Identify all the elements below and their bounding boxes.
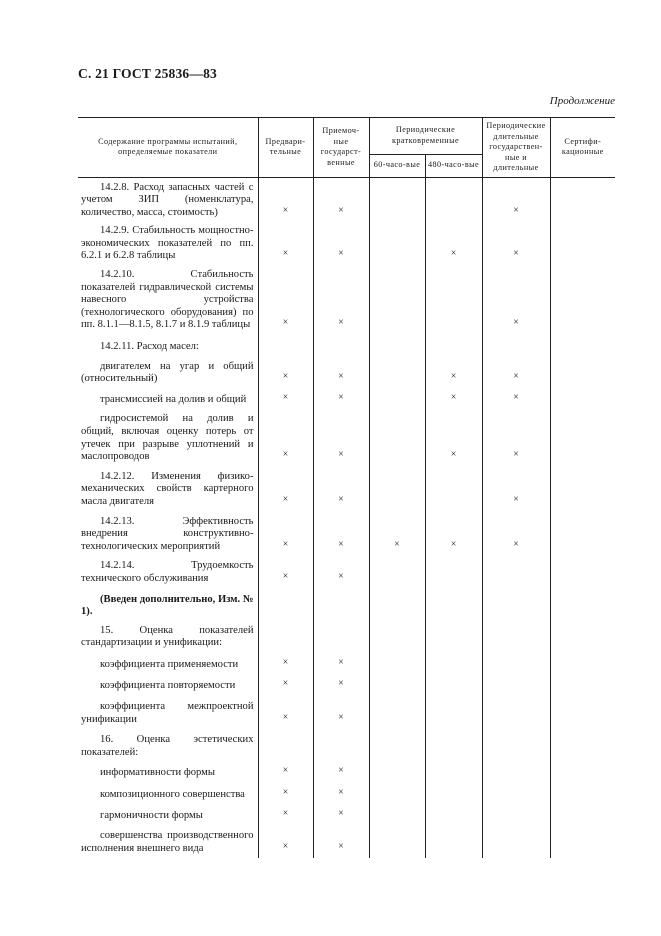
row-mark bbox=[369, 177, 425, 222]
row-mark bbox=[550, 222, 615, 266]
row-mark bbox=[369, 589, 425, 622]
table-row bbox=[78, 467, 615, 512]
row-text: коэффициента повторяемости bbox=[100, 679, 236, 691]
row-mark bbox=[482, 653, 550, 675]
row-text: 16. Оценка эстетических показателей: bbox=[81, 734, 254, 758]
table-row bbox=[78, 222, 615, 266]
row-mark bbox=[482, 335, 550, 357]
col-periodic-short-header: Периодические кратковременные bbox=[369, 118, 482, 155]
row-mark bbox=[369, 389, 425, 410]
row-mark: × bbox=[482, 177, 550, 222]
row-text: композиционного совершенства bbox=[100, 789, 245, 801]
row-mark bbox=[369, 783, 425, 805]
row-mark: × bbox=[313, 556, 369, 588]
row-mark: × bbox=[313, 389, 369, 410]
table-row bbox=[78, 589, 615, 622]
row-text: 14.2.10. Стабильность показателей гидравлической системы навесного устройства (технологического оборудования) по пп. 8.1.1—8.1.5, 8.1.7 и 8.1.9 таблицы bbox=[81, 269, 254, 331]
row-mark: × bbox=[313, 467, 369, 512]
row-mark: × bbox=[258, 556, 313, 588]
row-mark bbox=[369, 222, 425, 266]
row-mark: × bbox=[313, 762, 369, 783]
row-mark bbox=[258, 622, 313, 653]
row-mark: × bbox=[313, 266, 369, 335]
table-row bbox=[78, 622, 615, 653]
row-mark: × bbox=[482, 467, 550, 512]
row-mark bbox=[425, 622, 482, 653]
page-title: С. 21 ГОСТ 25836—83 bbox=[78, 66, 217, 81]
row-mark bbox=[550, 695, 615, 729]
row-mark bbox=[550, 805, 615, 826]
row-mark: × bbox=[313, 695, 369, 729]
row-mark bbox=[482, 556, 550, 588]
table-row bbox=[78, 762, 615, 783]
row-text: коэффициента межпроектной унификации bbox=[81, 701, 254, 725]
row-text: гармоничности формы bbox=[100, 809, 203, 821]
row-mark bbox=[369, 675, 425, 696]
row-mark: × bbox=[482, 389, 550, 410]
row-mark bbox=[425, 783, 482, 805]
row-mark: × bbox=[258, 762, 313, 783]
row-mark bbox=[425, 653, 482, 675]
row-mark bbox=[369, 805, 425, 826]
row-mark: × bbox=[482, 357, 550, 389]
row-mark bbox=[425, 695, 482, 729]
row-text: совершенства производственного исполнения внешнего вида bbox=[81, 830, 254, 854]
row-mark bbox=[369, 357, 425, 389]
row-mark: × bbox=[258, 467, 313, 512]
row-mark: × bbox=[482, 222, 550, 266]
row-mark bbox=[482, 762, 550, 783]
row-mark bbox=[369, 762, 425, 783]
row-text: 14.2.13. Эффективность внедрения конструктивно-технологических мероприятий bbox=[81, 515, 254, 552]
row-mark: × bbox=[258, 409, 313, 466]
row-mark bbox=[425, 266, 482, 335]
row-mark: × bbox=[258, 805, 313, 826]
table-row bbox=[78, 389, 615, 410]
row-mark bbox=[369, 467, 425, 512]
row-mark: × bbox=[313, 222, 369, 266]
col-480h-header: 480-часо-вые bbox=[425, 154, 482, 177]
row-mark bbox=[550, 389, 615, 410]
row-mark bbox=[550, 512, 615, 557]
row-mark bbox=[482, 783, 550, 805]
row-text: 14.2.11. Расход масел: bbox=[100, 341, 199, 353]
row-mark bbox=[550, 177, 615, 222]
row-mark: × bbox=[313, 357, 369, 389]
row-mark: × bbox=[313, 675, 369, 696]
test-program-table bbox=[78, 117, 615, 858]
row-mark: × bbox=[313, 825, 369, 858]
row-mark: × bbox=[258, 653, 313, 675]
row-mark bbox=[550, 409, 615, 466]
row-mark bbox=[258, 589, 313, 622]
table-row bbox=[78, 512, 615, 557]
row-mark bbox=[313, 335, 369, 357]
row-text: 14.2.9. Стабильность мощностно-экономических показателей по пп. 6.2.1 и 6.2.8 таблицы bbox=[81, 225, 254, 262]
row-text: коэффициента применяемости bbox=[100, 658, 239, 670]
row-mark: × bbox=[425, 357, 482, 389]
row-mark bbox=[550, 783, 615, 805]
row-mark bbox=[482, 675, 550, 696]
row-mark bbox=[550, 556, 615, 588]
row-mark bbox=[550, 653, 615, 675]
row-mark bbox=[482, 695, 550, 729]
continuation-label: Продолжение bbox=[549, 95, 615, 107]
row-mark bbox=[369, 653, 425, 675]
table-row bbox=[78, 695, 615, 729]
row-mark: × bbox=[482, 409, 550, 466]
row-mark: × bbox=[369, 512, 425, 557]
table-body bbox=[78, 177, 615, 858]
table-row bbox=[78, 266, 615, 335]
row-mark bbox=[425, 335, 482, 357]
row-mark bbox=[550, 762, 615, 783]
row-mark bbox=[425, 177, 482, 222]
row-mark bbox=[369, 266, 425, 335]
row-mark bbox=[369, 409, 425, 466]
row-mark bbox=[369, 556, 425, 588]
row-text: двигателем на угар и общий (относительный) bbox=[81, 360, 254, 385]
table-row bbox=[78, 177, 615, 222]
row-mark bbox=[550, 266, 615, 335]
row-mark: × bbox=[258, 675, 313, 696]
table-row bbox=[78, 653, 615, 675]
row-mark: × bbox=[258, 783, 313, 805]
table-row bbox=[78, 675, 615, 696]
row-mark: × bbox=[425, 512, 482, 557]
table-row bbox=[78, 729, 615, 762]
row-mark bbox=[550, 357, 615, 389]
row-mark bbox=[258, 729, 313, 762]
row-mark bbox=[482, 805, 550, 826]
row-text: гидросистемой на долив и общий, включая оценку потерь от утечек при разрыве уплотнений и маслопроводов bbox=[81, 413, 254, 463]
row-mark bbox=[482, 729, 550, 762]
row-mark bbox=[425, 805, 482, 826]
row-mark bbox=[369, 335, 425, 357]
row-mark: × bbox=[425, 389, 482, 410]
row-mark bbox=[369, 622, 425, 653]
row-mark: × bbox=[313, 177, 369, 222]
row-mark: × bbox=[425, 222, 482, 266]
col-content-header: Содержание программы испытаний, определяемые показатели bbox=[78, 118, 258, 178]
row-mark bbox=[313, 622, 369, 653]
row-mark: × bbox=[258, 512, 313, 557]
row-mark: × bbox=[258, 177, 313, 222]
row-mark bbox=[550, 589, 615, 622]
row-mark bbox=[425, 825, 482, 858]
table-row bbox=[78, 825, 615, 858]
row-mark: × bbox=[313, 512, 369, 557]
row-mark: × bbox=[258, 357, 313, 389]
row-mark: × bbox=[313, 805, 369, 826]
row-mark bbox=[369, 695, 425, 729]
row-mark: × bbox=[258, 266, 313, 335]
row-mark bbox=[550, 335, 615, 357]
row-mark bbox=[369, 729, 425, 762]
row-mark: × bbox=[258, 825, 313, 858]
row-mark: × bbox=[482, 266, 550, 335]
row-mark bbox=[313, 589, 369, 622]
row-mark bbox=[425, 675, 482, 696]
row-mark bbox=[425, 762, 482, 783]
table-row bbox=[78, 556, 615, 588]
row-text: (Введен дополнительно, Изм. № 1). bbox=[81, 593, 254, 618]
col-preliminary-header: Предвари-тельные bbox=[258, 118, 313, 178]
row-mark bbox=[482, 622, 550, 653]
row-text: трансмиссией на долив и общий bbox=[100, 393, 247, 405]
table-row bbox=[78, 805, 615, 826]
row-mark: × bbox=[313, 409, 369, 466]
row-text: информативности формы bbox=[100, 767, 215, 779]
row-mark bbox=[482, 825, 550, 858]
row-mark: × bbox=[425, 409, 482, 466]
row-text: 14.2.8. Расход запасных частей с учетом ЗИП (номенклатура, количество, масса, стоимость) bbox=[81, 181, 254, 218]
row-mark: × bbox=[258, 695, 313, 729]
row-mark bbox=[550, 675, 615, 696]
col-acceptance-header: Приемоч-ные государст-венные bbox=[313, 118, 369, 178]
row-mark bbox=[425, 729, 482, 762]
col-certification-header: Сертифи-кационные bbox=[550, 118, 615, 178]
row-mark bbox=[550, 622, 615, 653]
row-mark: × bbox=[258, 389, 313, 410]
row-text: 14.2.14. Трудоемкость технического обслуживания bbox=[81, 560, 254, 584]
col-periodic-long-header: Периодические длительные государствен-ные и длительные bbox=[482, 118, 550, 178]
row-mark: × bbox=[313, 783, 369, 805]
row-mark bbox=[482, 589, 550, 622]
row-mark: × bbox=[313, 653, 369, 675]
table-row bbox=[78, 335, 615, 357]
table-row bbox=[78, 783, 615, 805]
row-mark bbox=[369, 825, 425, 858]
row-text: 15. Оценка показателей стандартизации и унификации: bbox=[81, 624, 254, 649]
row-mark bbox=[425, 467, 482, 512]
col-60h-header: 60-часо-вые bbox=[369, 154, 425, 177]
row-mark bbox=[313, 729, 369, 762]
row-mark bbox=[258, 335, 313, 357]
table-row bbox=[78, 357, 615, 389]
row-text: 14.2.12. Изменения физико-механических свойств картерного масла двигателя bbox=[81, 470, 254, 507]
row-mark bbox=[425, 589, 482, 622]
row-mark bbox=[550, 467, 615, 512]
row-mark bbox=[425, 556, 482, 588]
table-row bbox=[78, 409, 615, 466]
row-mark bbox=[550, 825, 615, 858]
row-mark: × bbox=[258, 222, 313, 266]
row-mark bbox=[550, 729, 615, 762]
row-mark: × bbox=[482, 512, 550, 557]
